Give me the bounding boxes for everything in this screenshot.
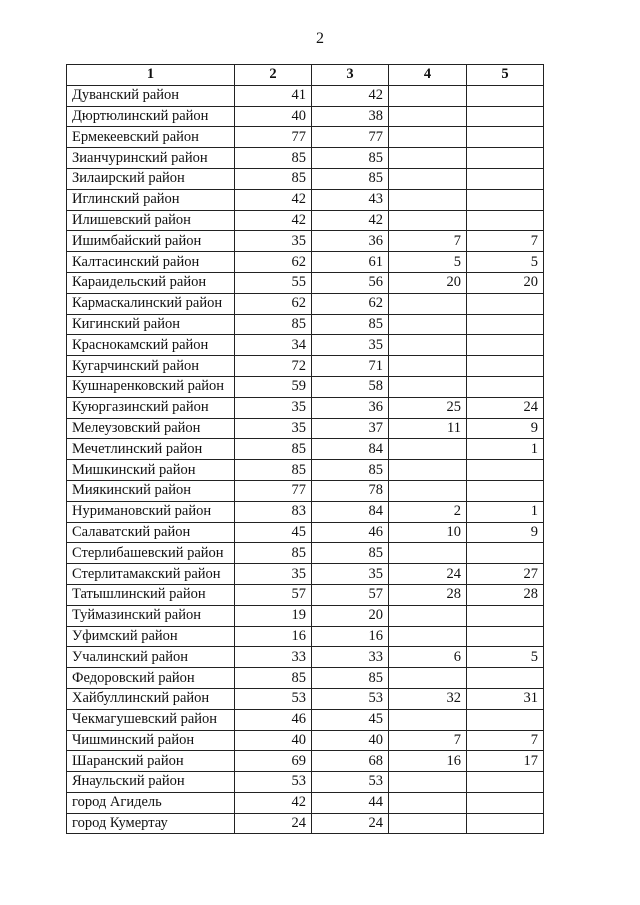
value-cell: 2 xyxy=(389,501,467,522)
value-cell xyxy=(389,148,467,169)
value-cell: 53 xyxy=(235,772,312,793)
value-cell: 68 xyxy=(312,751,389,772)
value-cell: 58 xyxy=(312,376,389,397)
value-cell: 45 xyxy=(312,709,389,730)
district-name-cell: Зилаирский район xyxy=(67,168,235,189)
value-cell: 24 xyxy=(389,564,467,585)
value-cell xyxy=(389,168,467,189)
value-cell xyxy=(389,356,467,377)
column-header: 1 xyxy=(67,65,235,86)
value-cell: 62 xyxy=(312,293,389,314)
value-cell: 77 xyxy=(235,127,312,148)
district-name-cell: Ермекеевский район xyxy=(67,127,235,148)
table-row xyxy=(67,148,544,169)
value-cell: 28 xyxy=(389,584,467,605)
value-cell: 77 xyxy=(235,480,312,501)
column-header: 5 xyxy=(467,65,544,86)
value-cell xyxy=(389,813,467,834)
value-cell: 11 xyxy=(389,418,467,439)
district-name-cell: Ишимбайский район xyxy=(67,231,235,252)
district-name-cell: Краснокамский район xyxy=(67,335,235,356)
value-cell: 40 xyxy=(312,730,389,751)
value-cell: 53 xyxy=(235,688,312,709)
value-cell xyxy=(389,772,467,793)
table-row xyxy=(67,605,544,626)
value-cell: 27 xyxy=(467,564,544,585)
value-cell: 85 xyxy=(235,148,312,169)
district-name-cell: Уфимский район xyxy=(67,626,235,647)
table-row xyxy=(67,792,544,813)
table-row xyxy=(67,314,544,335)
table-row xyxy=(67,668,544,689)
district-name-cell: Калтасинский район xyxy=(67,252,235,273)
value-cell: 85 xyxy=(235,439,312,460)
value-cell xyxy=(467,127,544,148)
value-cell xyxy=(467,792,544,813)
district-name-cell: Мелеузовский район xyxy=(67,418,235,439)
value-cell: 85 xyxy=(312,168,389,189)
value-cell: 85 xyxy=(235,168,312,189)
table-row xyxy=(67,647,544,668)
value-cell: 40 xyxy=(235,730,312,751)
value-cell: 31 xyxy=(467,688,544,709)
value-cell: 84 xyxy=(312,501,389,522)
district-name-cell: Караидельский район xyxy=(67,272,235,293)
value-cell: 62 xyxy=(235,252,312,273)
table-row xyxy=(67,460,544,481)
value-cell xyxy=(389,480,467,501)
table-row xyxy=(67,439,544,460)
value-cell xyxy=(467,148,544,169)
value-cell xyxy=(389,314,467,335)
value-cell: 85 xyxy=(312,460,389,481)
value-cell: 85 xyxy=(235,668,312,689)
value-cell: 5 xyxy=(467,252,544,273)
value-cell: 85 xyxy=(235,314,312,335)
value-cell: 9 xyxy=(467,522,544,543)
value-cell: 57 xyxy=(312,584,389,605)
value-cell: 32 xyxy=(389,688,467,709)
table-row xyxy=(67,397,544,418)
value-cell xyxy=(467,210,544,231)
value-cell: 85 xyxy=(312,148,389,169)
value-cell: 85 xyxy=(312,314,389,335)
value-cell: 7 xyxy=(467,231,544,252)
value-cell: 1 xyxy=(467,439,544,460)
value-cell: 16 xyxy=(389,751,467,772)
table-row xyxy=(67,106,544,127)
value-cell: 83 xyxy=(235,501,312,522)
value-cell: 20 xyxy=(312,605,389,626)
value-cell: 46 xyxy=(235,709,312,730)
value-cell: 5 xyxy=(389,252,467,273)
value-cell xyxy=(467,480,544,501)
value-cell xyxy=(389,439,467,460)
district-name-cell: Кармаскалинский район xyxy=(67,293,235,314)
column-header: 4 xyxy=(389,65,467,86)
value-cell: 1 xyxy=(467,501,544,522)
district-name-cell: Учалинский район xyxy=(67,647,235,668)
value-cell: 85 xyxy=(235,460,312,481)
table-row xyxy=(67,127,544,148)
value-cell: 7 xyxy=(389,730,467,751)
table-row xyxy=(67,480,544,501)
district-name-cell: город Агидель xyxy=(67,792,235,813)
district-name-cell: Татышлинский район xyxy=(67,584,235,605)
value-cell: 85 xyxy=(312,543,389,564)
value-cell: 85 xyxy=(312,668,389,689)
value-cell: 71 xyxy=(312,356,389,377)
value-cell xyxy=(467,293,544,314)
value-cell xyxy=(467,335,544,356)
value-cell: 42 xyxy=(312,85,389,106)
column-header: 3 xyxy=(312,65,389,86)
value-cell: 24 xyxy=(467,397,544,418)
value-cell: 35 xyxy=(235,564,312,585)
value-cell xyxy=(467,813,544,834)
table-row xyxy=(67,189,544,210)
value-cell: 72 xyxy=(235,356,312,377)
value-cell: 59 xyxy=(235,376,312,397)
value-cell: 36 xyxy=(312,231,389,252)
value-cell xyxy=(467,709,544,730)
value-cell: 36 xyxy=(312,397,389,418)
value-cell: 43 xyxy=(312,189,389,210)
value-cell: 7 xyxy=(467,730,544,751)
value-cell: 38 xyxy=(312,106,389,127)
value-cell: 40 xyxy=(235,106,312,127)
district-name-cell: Кигинский район xyxy=(67,314,235,335)
value-cell: 45 xyxy=(235,522,312,543)
district-name-cell: Кушнаренковский район xyxy=(67,376,235,397)
value-cell xyxy=(467,314,544,335)
table-row xyxy=(67,272,544,293)
table-row xyxy=(67,168,544,189)
district-name-cell: Стерлитамакский район xyxy=(67,564,235,585)
value-cell: 53 xyxy=(312,688,389,709)
value-cell: 28 xyxy=(467,584,544,605)
value-cell xyxy=(389,376,467,397)
value-cell: 24 xyxy=(235,813,312,834)
value-cell: 42 xyxy=(235,792,312,813)
value-cell: 57 xyxy=(235,584,312,605)
value-cell: 55 xyxy=(235,272,312,293)
value-cell: 19 xyxy=(235,605,312,626)
value-cell: 35 xyxy=(312,335,389,356)
district-name-cell: Миякинский район xyxy=(67,480,235,501)
value-cell: 24 xyxy=(312,813,389,834)
value-cell: 9 xyxy=(467,418,544,439)
value-cell: 34 xyxy=(235,335,312,356)
value-cell: 42 xyxy=(235,210,312,231)
table-row xyxy=(67,231,544,252)
table-row xyxy=(67,564,544,585)
value-cell: 53 xyxy=(312,772,389,793)
value-cell: 56 xyxy=(312,272,389,293)
value-cell: 5 xyxy=(467,647,544,668)
value-cell: 77 xyxy=(312,127,389,148)
value-cell: 16 xyxy=(235,626,312,647)
value-cell: 78 xyxy=(312,480,389,501)
value-cell: 20 xyxy=(389,272,467,293)
district-name-cell: Зианчуринский район xyxy=(67,148,235,169)
value-cell xyxy=(467,772,544,793)
table-row xyxy=(67,772,544,793)
value-cell: 7 xyxy=(389,231,467,252)
value-cell xyxy=(389,709,467,730)
district-name-cell: Салаватский район xyxy=(67,522,235,543)
value-cell: 20 xyxy=(467,272,544,293)
value-cell: 35 xyxy=(235,418,312,439)
district-name-cell: Мечетлинский район xyxy=(67,439,235,460)
table-row xyxy=(67,709,544,730)
value-cell: 17 xyxy=(467,751,544,772)
district-name-cell: Шаранский район xyxy=(67,751,235,772)
district-name-cell: Дюртюлинский район xyxy=(67,106,235,127)
district-name-cell: Хайбуллинский район xyxy=(67,688,235,709)
table-row xyxy=(67,356,544,377)
table-row xyxy=(67,335,544,356)
value-cell xyxy=(467,626,544,647)
table-row xyxy=(67,210,544,231)
value-cell: 37 xyxy=(312,418,389,439)
district-name-cell: Илишевский район xyxy=(67,210,235,231)
table-row xyxy=(67,626,544,647)
district-name-cell: Мишкинский район xyxy=(67,460,235,481)
value-cell: 42 xyxy=(235,189,312,210)
district-name-cell: Стерлибашевский район xyxy=(67,543,235,564)
value-cell xyxy=(389,127,467,148)
value-cell xyxy=(389,106,467,127)
district-name-cell: Янаульский район xyxy=(67,772,235,793)
value-cell xyxy=(467,356,544,377)
value-cell xyxy=(389,543,467,564)
value-cell xyxy=(389,668,467,689)
table-row xyxy=(67,584,544,605)
value-cell xyxy=(389,85,467,106)
value-cell: 10 xyxy=(389,522,467,543)
district-name-cell: Туймазинский район xyxy=(67,605,235,626)
value-cell: 84 xyxy=(312,439,389,460)
district-name-cell: город Кумертау xyxy=(67,813,235,834)
value-cell xyxy=(467,85,544,106)
value-cell: 6 xyxy=(389,647,467,668)
table-row xyxy=(67,522,544,543)
district-name-cell: Чишминский район xyxy=(67,730,235,751)
table-header-row xyxy=(67,65,544,86)
value-cell xyxy=(389,335,467,356)
value-cell xyxy=(389,605,467,626)
data-table xyxy=(66,64,544,834)
value-cell xyxy=(389,210,467,231)
table-body xyxy=(67,85,544,834)
value-cell xyxy=(467,106,544,127)
value-cell: 35 xyxy=(235,231,312,252)
table-row xyxy=(67,751,544,772)
value-cell: 69 xyxy=(235,751,312,772)
table-row xyxy=(67,293,544,314)
value-cell: 35 xyxy=(312,564,389,585)
district-name-cell: Федоровский район xyxy=(67,668,235,689)
value-cell: 35 xyxy=(235,397,312,418)
value-cell: 46 xyxy=(312,522,389,543)
district-name-cell: Чекмагушевский район xyxy=(67,709,235,730)
district-name-cell: Дуванский район xyxy=(67,85,235,106)
value-cell: 41 xyxy=(235,85,312,106)
value-cell xyxy=(389,626,467,647)
value-cell xyxy=(389,460,467,481)
value-cell xyxy=(467,668,544,689)
value-cell: 25 xyxy=(389,397,467,418)
district-name-cell: Нуримановский район xyxy=(67,501,235,522)
value-cell xyxy=(467,543,544,564)
table-row xyxy=(67,252,544,273)
table-row xyxy=(67,688,544,709)
value-cell xyxy=(467,376,544,397)
value-cell xyxy=(467,168,544,189)
district-name-cell: Кугарчинский район xyxy=(67,356,235,377)
table-row xyxy=(67,85,544,106)
value-cell xyxy=(389,189,467,210)
district-name-cell: Куюргазинский район xyxy=(67,397,235,418)
district-name-cell: Иглинский район xyxy=(67,189,235,210)
value-cell xyxy=(467,189,544,210)
table-row xyxy=(67,730,544,751)
column-header: 2 xyxy=(235,65,312,86)
value-cell xyxy=(389,293,467,314)
page-number: 2 xyxy=(316,30,324,47)
value-cell: 62 xyxy=(235,293,312,314)
value-cell xyxy=(467,605,544,626)
table-row xyxy=(67,376,544,397)
table-row xyxy=(67,543,544,564)
value-cell: 61 xyxy=(312,252,389,273)
value-cell: 33 xyxy=(312,647,389,668)
value-cell: 33 xyxy=(235,647,312,668)
table-row xyxy=(67,813,544,834)
value-cell xyxy=(467,460,544,481)
value-cell: 16 xyxy=(312,626,389,647)
value-cell: 42 xyxy=(312,210,389,231)
value-cell: 44 xyxy=(312,792,389,813)
table-row xyxy=(67,501,544,522)
value-cell xyxy=(389,792,467,813)
table-row xyxy=(67,418,544,439)
value-cell: 85 xyxy=(235,543,312,564)
